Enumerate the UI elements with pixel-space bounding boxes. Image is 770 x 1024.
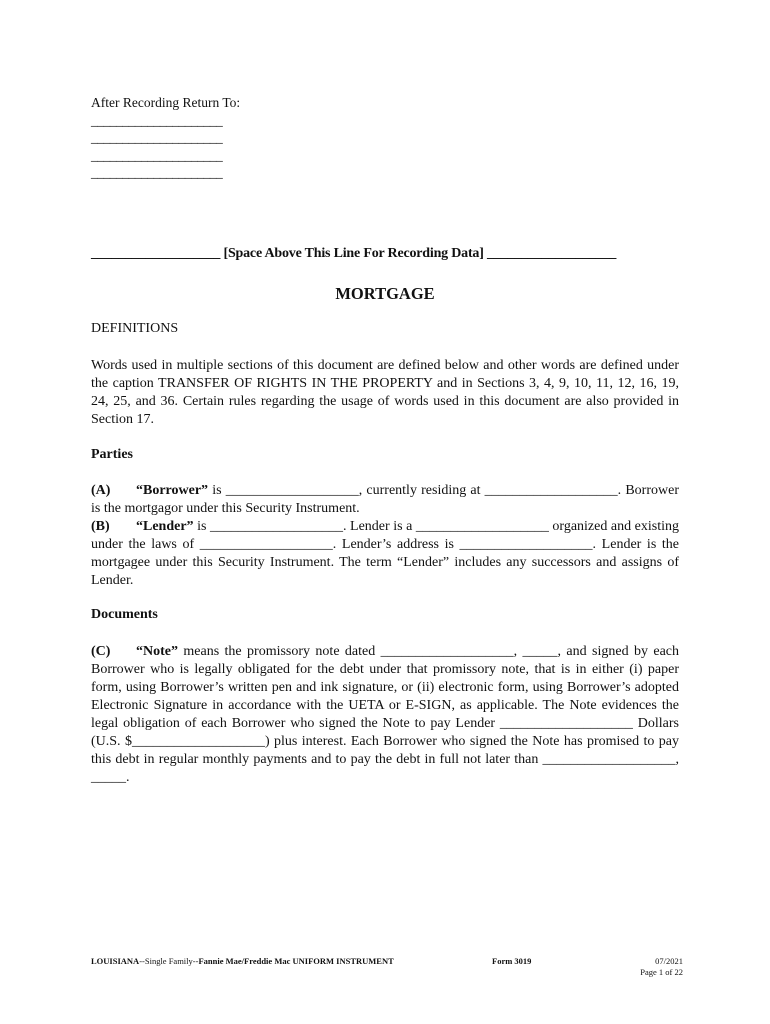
footer-instrument (91, 956, 394, 966)
definition-c (91, 643, 679, 787)
documents-heading: Documents (91, 607, 158, 622)
document-title: MORTGAGE (335, 284, 435, 303)
parties-heading: Parties (91, 447, 133, 462)
definition-text: is ___________________, currently residing at ___________________. Borrower is the mortgagor under this Security Instrument. (91, 483, 679, 516)
definition-text: means the promissory note dated ___________________, _____, and signed by each Borrower who is legally obligated for the debt under that promissory note, that is in either (i) paper form, using Borrower’s written pen and ink signature, or (ii) electronic form, using Borrower’s adopted Electronic Signature in accordance with the UETA or E-SIGN, as applicable. The Note evidences the legal obligation of each Borrower who signed the Note to pay Lender ___________________ Dollars (U.S. $___________________) plus interest. Each Borrower who signed the Note has promised to pay this debt in regular monthly payments and to pay the debt in full not later than ___________________, _____. (91, 644, 679, 785)
return-heading: After Recording Return To: (91, 95, 241, 110)
definition-label: (B) (91, 519, 110, 534)
footer-instrument-name: Fannie Mae/Freddie Mac UNIFORM INSTRUMENT (198, 956, 394, 966)
definition-text: is ___________________. Lender is a ___________________ organized and existing under the laws of ___________________. Lender’s address is ___________________. Lender is the mortgagee under this Security Instrument. The term “Lender” includes any successors and assigns of Lender. (91, 519, 679, 588)
return-address-block (91, 94, 240, 182)
recording-data-line: ___________________ [Space Above This Line For Recording Data] ___________________ (91, 246, 617, 261)
return-line-1: _____________________ (91, 112, 223, 128)
footer-state: LOUISIANA (91, 956, 140, 966)
footer-family: --Single Family-- (139, 956, 199, 966)
definition-term: “Lender” (136, 519, 194, 534)
return-line-3: _____________________ (91, 147, 223, 163)
definitions-heading: DEFINITIONS (91, 321, 179, 336)
return-line-2: _____________________ (91, 130, 223, 145)
footer-date-page (640, 956, 683, 978)
footer-date: 07/2021 (655, 956, 683, 966)
definition-label: (C) (91, 644, 111, 659)
return-line-4: _____________________ (91, 165, 223, 180)
footer-page-number: Page 1 of 22 (640, 967, 683, 977)
definition-label: (A) (91, 483, 111, 498)
parties-section (91, 482, 679, 590)
definition-a (91, 482, 679, 518)
footer-form: Form 3019 (492, 956, 532, 966)
definition-b (91, 518, 679, 590)
definition-term: “Note” (136, 644, 178, 659)
intro-paragraph: Words used in multiple sections of this document are defined below and other words are defined under the caption TRANSFER OF RIGHTS IN THE PROPERTY and in Sections 3, 4, 9, 10, 11, 12, 16, 19, 24, 25, and 36. Certain rules regarding the usage of words used in this document are also provided in Section 17. (91, 358, 679, 427)
definition-term: “Borrower” (136, 483, 209, 498)
